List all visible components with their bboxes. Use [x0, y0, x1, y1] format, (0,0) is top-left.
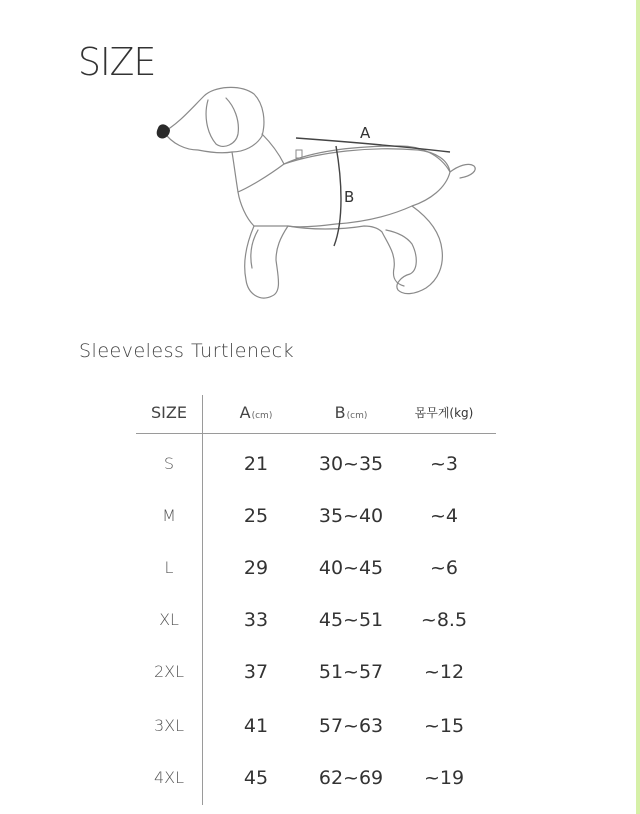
dog-back-outline — [284, 149, 450, 172]
cell-a: 21 — [243, 453, 269, 475]
cell-size: 4XL — [153, 768, 185, 787]
cell-b: 45~51 — [318, 609, 384, 631]
cell-weight: ~6 — [429, 557, 458, 579]
cell-weight: ~4 — [429, 505, 458, 527]
right-edge-accent — [636, 0, 640, 814]
cell-weight: ~3 — [429, 453, 458, 475]
cell-weight: ~19 — [423, 767, 465, 789]
table-row — [136, 501, 496, 531]
measure-line-b — [334, 146, 341, 246]
dog-head-outline — [164, 87, 264, 152]
cell-b: 62~69 — [318, 767, 384, 789]
header-weight: 몸무게(kg) — [414, 406, 474, 420]
table-row — [136, 763, 496, 793]
label-a: A — [360, 124, 371, 142]
cell-size: 3XL — [153, 716, 185, 735]
cell-weight: ~8.5 — [420, 609, 468, 631]
header-divider — [136, 433, 496, 434]
header-b: B(cm) — [334, 403, 368, 422]
cell-a: 33 — [243, 609, 269, 631]
header-a: A(cm) — [239, 403, 273, 422]
cell-a: 41 — [243, 715, 269, 737]
table-row — [136, 553, 496, 583]
measure-line-a — [296, 138, 450, 152]
cell-size: M — [162, 506, 176, 525]
cell-b: 35~40 — [318, 505, 384, 527]
page-title: SIZE — [78, 40, 156, 84]
cell-a: 45 — [243, 767, 269, 789]
cell-a: 29 — [243, 557, 269, 579]
label-b: B — [344, 188, 355, 206]
cell-size: S — [163, 454, 175, 473]
table-row — [136, 657, 496, 687]
cell-b: 57~63 — [318, 715, 384, 737]
cell-size: XL — [159, 610, 179, 629]
table-row — [136, 605, 496, 635]
dog-hind-leg-outline — [386, 206, 442, 294]
garment-outline — [254, 146, 450, 227]
cell-b: 51~57 — [318, 661, 384, 683]
cell-weight: ~15 — [423, 715, 465, 737]
size-table — [136, 395, 496, 805]
cell-b: 30~35 — [318, 453, 384, 475]
dog-collar-outline — [232, 134, 284, 192]
cell-a: 25 — [243, 505, 269, 527]
garment-tag — [296, 150, 302, 158]
product-name: Sleeveless Turtleneck — [79, 340, 295, 362]
table-row — [136, 711, 496, 741]
cell-size: L — [164, 558, 174, 577]
dog-ear-outline — [206, 98, 238, 146]
cell-a: 37 — [243, 661, 269, 683]
header-size: SIZE — [151, 403, 187, 422]
cell-b: 40~45 — [318, 557, 384, 579]
cell-weight: ~12 — [423, 661, 465, 683]
table-row — [136, 449, 496, 479]
dog-measurement-diagram — [150, 80, 490, 310]
dog-tail-outline — [450, 164, 475, 178]
cell-size: 2XL — [153, 662, 185, 681]
